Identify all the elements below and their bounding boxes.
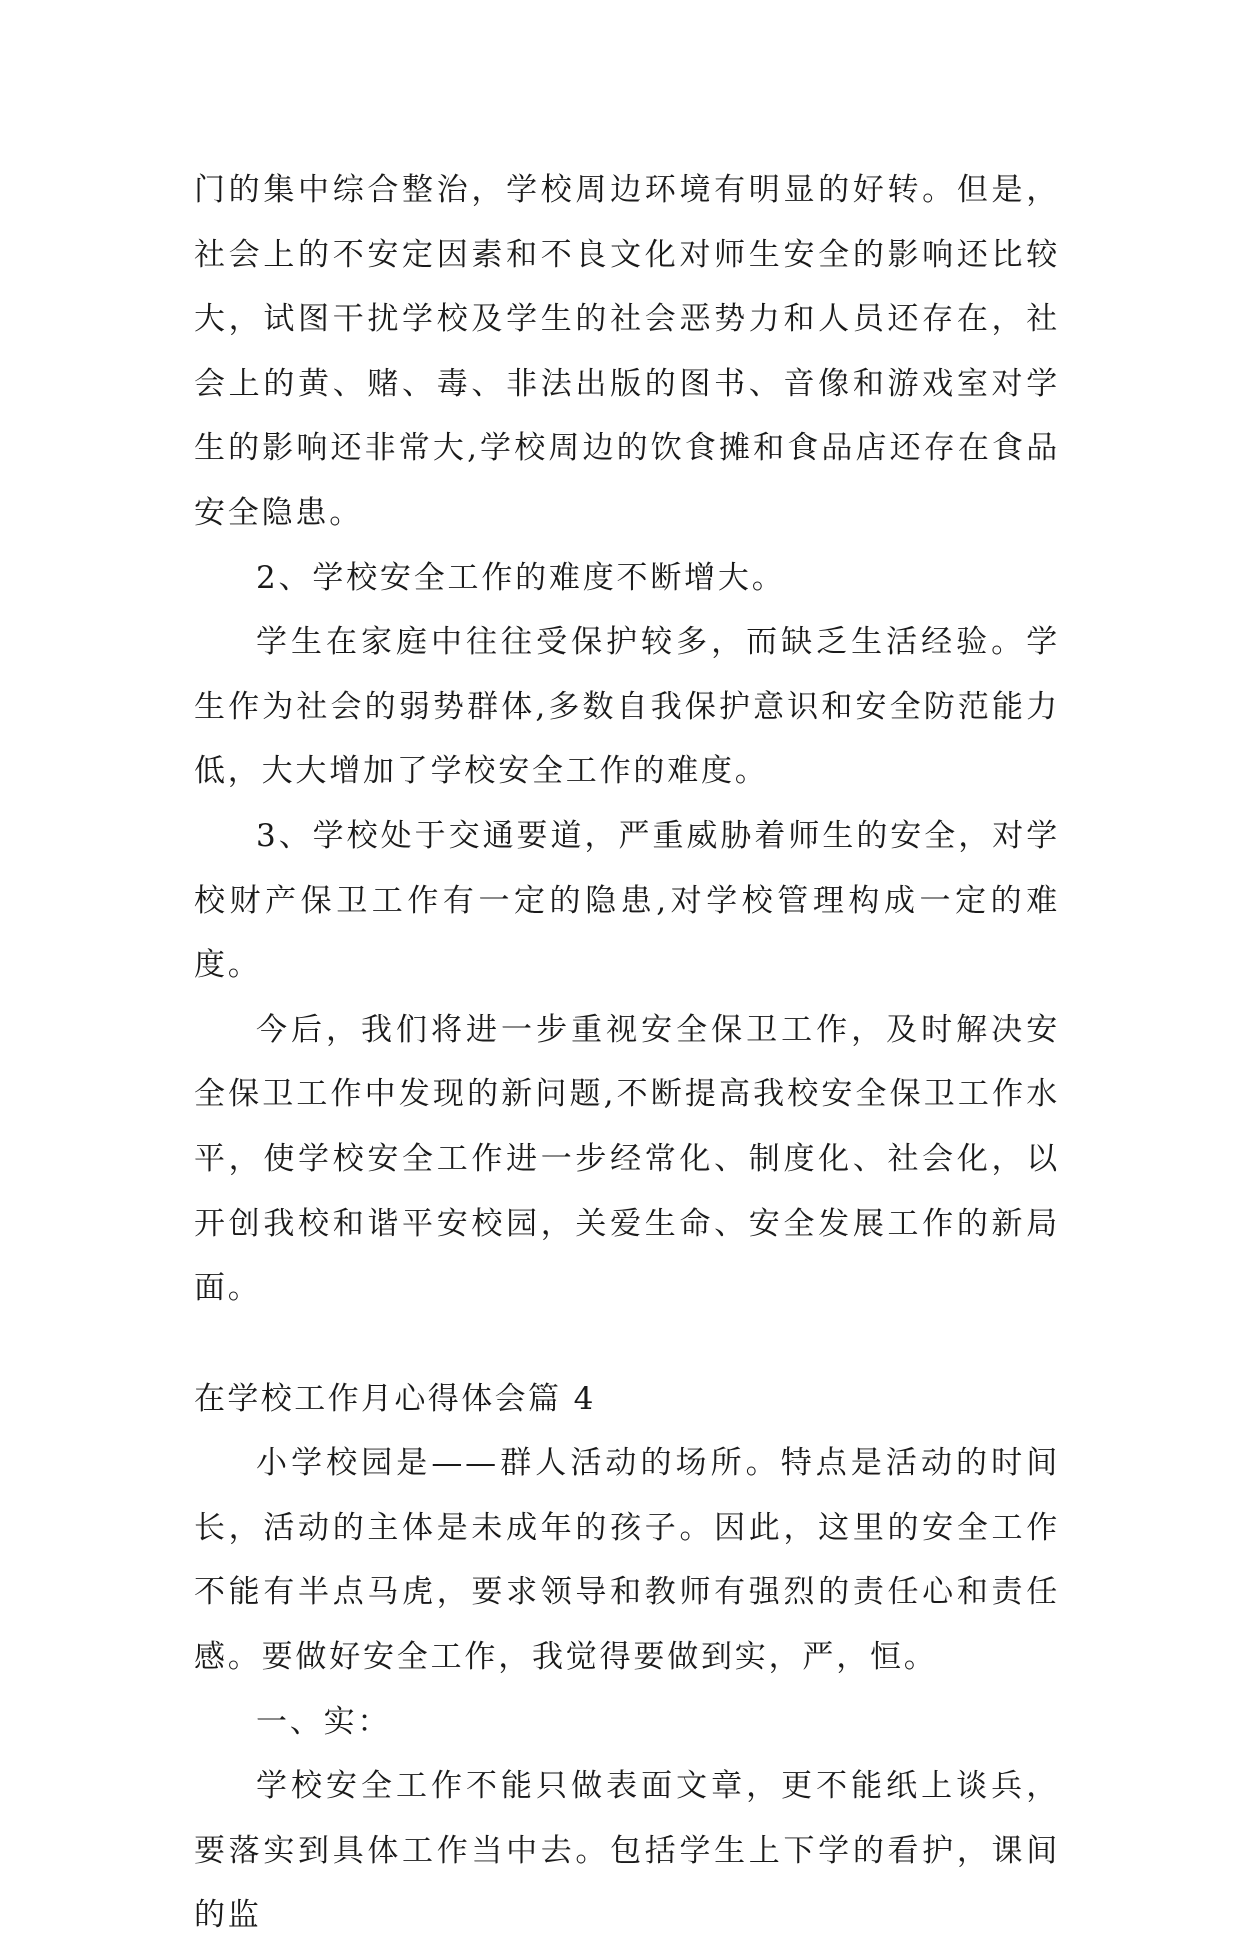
paragraph-implementation: 学校安全工作不能只做表面文章，更不能纸上谈兵，要落实到具体工作当中去。包括学生上下学的看护，课间的监 bbox=[194, 1768, 1060, 1934]
paragraph-campus: 小学校园是——群人活动的场所。特点是活动的时间长，活动的主体是未成年的孩子。因此，这里的安全工作不能有半点马虎，要求领导和教师有强烈的责任心和责任感。要做好安全工作，我觉得要做到实，严，恒。 bbox=[194, 1445, 1060, 1676]
section-heading: 在学校工作月心得体会篇 4 bbox=[194, 1380, 596, 1417]
paragraph-point-2: 2、学校安全工作的难度不断增大。 bbox=[256, 559, 786, 596]
paragraph-subheading-shi: 一、实： bbox=[256, 1703, 392, 1740]
paragraph-future: 今后，我们将进一步重视安全保卫工作，及时解决安全保卫工作中发现的新问题,不断提高我校安全保卫工作水平，使学校安全工作进一步经常化、制度化、社会化，以开创我校和谐平安校园，关爱生命、安全发展工作的新局面。 bbox=[194, 1011, 1060, 1307]
paragraph-continued: 门的集中综合整治，学校周边环境有明显的好转。但是，社会上的不安定因素和不良文化对师生安全的影响还比较大，试图干扰学校及学生的社会恶势力和人员还存在，社会上的黄、赌、毒、非法出版的图书、音像和游戏室对学生的影响还非常大,学校周边的饮食摊和食品店还存在食品安全隐患。 bbox=[194, 172, 1060, 531]
paragraph-students: 学生在家庭中往往受保护较多，而缺乏生活经验。学生作为社会的弱势群体,多数自我保护意识和安全防范能力低，大大增加了学校安全工作的难度。 bbox=[194, 624, 1060, 790]
paragraph-point-3: 3、学校处于交通要道，严重威胁着师生的安全，对学校财产保卫工作有一定的隐患,对学校管理构成一定的难度。 bbox=[194, 817, 1060, 984]
document-page bbox=[194, 158, 1060, 1948]
